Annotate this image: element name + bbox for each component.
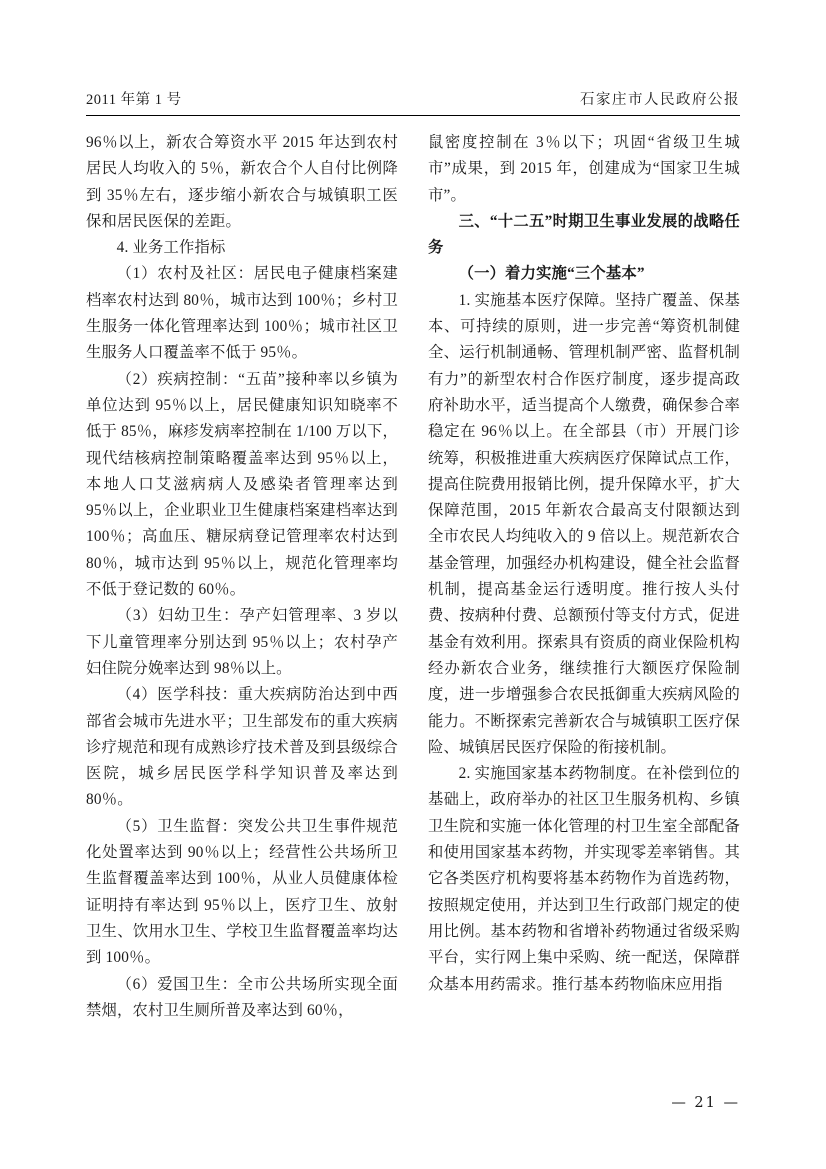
paragraph: 96％以上，新农合筹资水平 2015 年达到农村居民人均收入的 5％，新农合个人自付比例降到 35％左右，逐步缩小新农合与城镇职工医保和居民医保的差距。 [86,134,398,230]
header-publication-title: 石家庄市人民政府公报 [580,92,740,108]
header-rule [86,115,740,116]
paragraph: （6）爱国卫生：全市公共场所实现全面禁烟，农村卫生厕所普及率达到 60％， [86,975,398,1019]
page-number: — 21 — [671,1095,740,1111]
paragraph: 鼠密度控制在 3％以下；巩固“省级卫生城市”成果，到 2015 年，创建成为“国家卫生城市”。 [428,134,740,204]
column-right [428,130,740,1060]
column-left [86,130,398,1060]
paragraph: （4）医学科技：重大疾病防治达到中西部省会城市先进水平；卫生部发布的重大疾病诊疗规范和现有成熟诊疗技术普及到县级综合医院，城乡居民医学科学知识普及率达到 80％。 [86,686,398,809]
paragraph: 1. 实施基本医疗保障。坚持广覆盖、保基本、可持续的原则，进一步完善“筹资机制健全、运行机制通畅、管理机制严密、监督机制有力”的新型农村合作医疗制度，逐步提高政府补助水平，适当提高个人缴费，确保参合率稳定在 96％以上。在全部县（市）开展门诊统筹，积极推进重大疾病医疗保障试点工作，提高住院费用报销比例，提升保障水平，扩大保障范围，2015 年新农合最高支付限额达到全市农民人均纯收入的 9 倍以上。规范新农合基金管理，加强经办机构建设，健全社会监督机制，提高基金运行透明度。推行按人头付费、按病种付费、总额预付等支付方式，促进基金有效利用。探索具有资质的商业保险机构经办新农合业务，继续推行大额医疗保险制度，进一步增强参合农民抵御重大疾病风险的能力。不断探索完善新农合与城镇职工医疗保险、城镇居民医疗保险的衔接机制。 [428,291,740,756]
paragraph: （3）妇幼卫生：孕产妇管理率、3 岁以下儿童管理率分别达到 95％以上；农村孕产妇住院分娩率达到 98％以上。 [86,607,398,677]
page-header [86,88,740,115]
paragraph: 2. 实施国家基本药物制度。在补偿到位的基础上，政府举办的社区卫生服务机构、乡镇卫生院和实施一体化管理的村卫生室全部配备和使用国家基本药物，并实现零差率销售。其它各类医疗机构要将基本药物作为首选药物，按照规定使用，并达到卫生行政部门规定的使用比例。基本药物和省增补药物通过省级采购平台，实行网上集中采购、统一配送，保障群众基本用药需求。推行基本药物临床应用指 [428,765,740,993]
header-issue-label: 2011 年第 1 号 [86,92,182,108]
subsection-heading: （一）着力实施“三个基本” [458,265,645,283]
page-columns [86,130,740,1060]
paragraph: （5）卫生监督：突发公共卫生事件规范化处置率达到 90％以上；经营性公共场所卫生监督覆盖率达到 100％，从业人员健康体检证明持有率达到 95％以上，医疗卫生、放射卫生、饮用水卫生、学校卫生监督覆盖率均达到 100％。 [86,817,398,967]
section-heading: 三、“十二五”时期卫生事业发展的战略任务 [428,212,740,257]
paragraph: （1）农村及社区：居民电子健康档案建档率农村达到 80％，城市达到 100％；乡村卫生服务一体化管理率达到 100％；城市社区卫生服务人口覆盖率不低于 95％。 [86,265,398,362]
paragraph: 4. 业务工作指标 [116,239,226,257]
paragraph: （2）疾病控制：“五苗”接种率以乡镇为单位达到 95％以上，居民健康知识知晓率不低于 85％，麻疹发病率控制在 1/100 万以下，现代结核病控制策略覆盖率达到 95％以上，本地人口艾滋病病人及感染者管理率达到 95％以上，企业职业卫生健康档案建档率达到 100％；高血压、糖尿病登记管理率农村达到 80％，城市达到 95％以上，规范化管理率均不低于登记数的 60％。 [86,370,398,599]
